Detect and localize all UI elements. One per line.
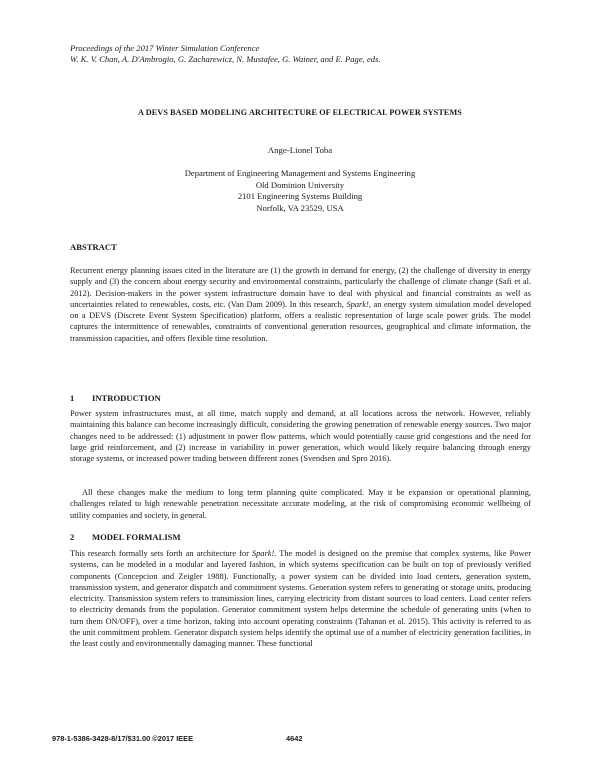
section-2-number: 2	[70, 532, 75, 542]
abstract-heading: ABSTRACT	[70, 242, 117, 252]
section-1-heading	[70, 393, 161, 403]
section-2-heading	[70, 532, 181, 542]
model-name: Spark!	[346, 299, 369, 309]
section-2-title: MODEL FORMALISM	[92, 532, 181, 542]
affiliation-building: 2101 Engineering Systems Building	[237, 191, 363, 201]
affiliation-department: Department of Engineering Management and Systems Engineering	[184, 168, 416, 178]
section-2-paragraph-1: This research formally sets forth an architecture for Spark!. The model is designed on the premise that complex systems, like Power systems, can be modeled in a modular and layered fashion, in which systems specification can be built on top of previously verified components (Concepcion and Zeigler 1988). Functionally, a power system can be divided into load centers, generation system, transmission system, and generator dispatch and commitment systems. Generation system refers to generating or storage units, producing electricity. Transmission system refers to transmission lines, carrying electricity from distant sources to load centers. Load center refers to electricity demands from the population. Generator commitment system helps determine the schedule of generating units (when to turn them ON/OFF), over a time horizon, taking into account operating constraints (Tahanan et al. 2015). This activity is referred to as the unit commitment problem. Generator dispatch system helps identify the optimal use of a number of electricity generation facilities, in the least costly and environmentally damaging manner. These functional	[70, 549, 531, 649]
model-name: Spark!	[251, 549, 275, 558]
page-footer	[52, 734, 532, 743]
paper-title: A DEVS BASED MODELING ARCHITECTURE OF ELECTRICAL POWER SYSTEMS	[138, 108, 462, 117]
affiliation-university: Old Dominion University	[255, 179, 345, 190]
proceedings-header	[70, 43, 540, 65]
proceedings-title: Proceedings of the 2017 Winter Simulation Conference	[70, 43, 260, 53]
page-number: 4642	[286, 734, 303, 743]
section-1-title: INTRODUCTION	[92, 393, 161, 403]
section-1-paragraph-1: Power system infrastructures must, at all time, match supply and demand, at all locations across the network. However, reliably maintaining this balance can become increasingly difficult, considering the growing penetration of renewable energy sources. Two major changes need to be addressed: (1) adjustment in power flow patterns, which would potentially cause grid congestions and the need for large grid reinforcement, and (2) increase in variability in power generation, which would likely require balancing through energy storage systems, or increased power trading between different zones (Svendsen and Spro 2016).	[70, 409, 531, 464]
section-1-number: 1	[70, 393, 75, 403]
affiliation	[70, 168, 530, 214]
author-name: Ange-Lionel Toba	[267, 145, 333, 155]
abstract-body: Recurrent energy planning issues cited in the literature are (1) the growth in demand for energy, (2) the challenge of diversity in energy supply and (3) the concern about energy security and environmental constraints, particularly the challenge of climate change (Safi et al. 2012). Decision-makers in the power system infrastructure domain have to deal with physical and financial constraints as well as uncertainties related to renewables, costs, etc. (Van Dam 2009). In this research, Spark!, an energy system simulation model developed on a DEVS (Discrete Event System Specification) platform, offers a realistic representation of large scale power grids. The model captures the intermittence of renewables, constraints of conventional generation resources, geographical and climate information, the transmission capacities, and offers flexible time resolution.	[70, 266, 531, 343]
affiliation-address: Norfolk, VA 23529, USA	[256, 202, 344, 213]
editors-line: W. K. V. Chan, A. D'Ambrogio, G. Zacharewicz, N. Mustafee, G. Wainer, and E. Page, eds.	[70, 54, 381, 64]
isbn-copyright: 978-1-5386-3428-8/17/$31.00 ©2017 IEEE	[52, 734, 194, 743]
section-1-paragraph-2: All these changes make the medium to long term planning quite complicated. May it be expansion or operational planning, challenges related to high renewable penetration necessitate accurate modeling, at the risk of compromising economic wellbeing of utility companies and society, in general.	[70, 488, 531, 520]
